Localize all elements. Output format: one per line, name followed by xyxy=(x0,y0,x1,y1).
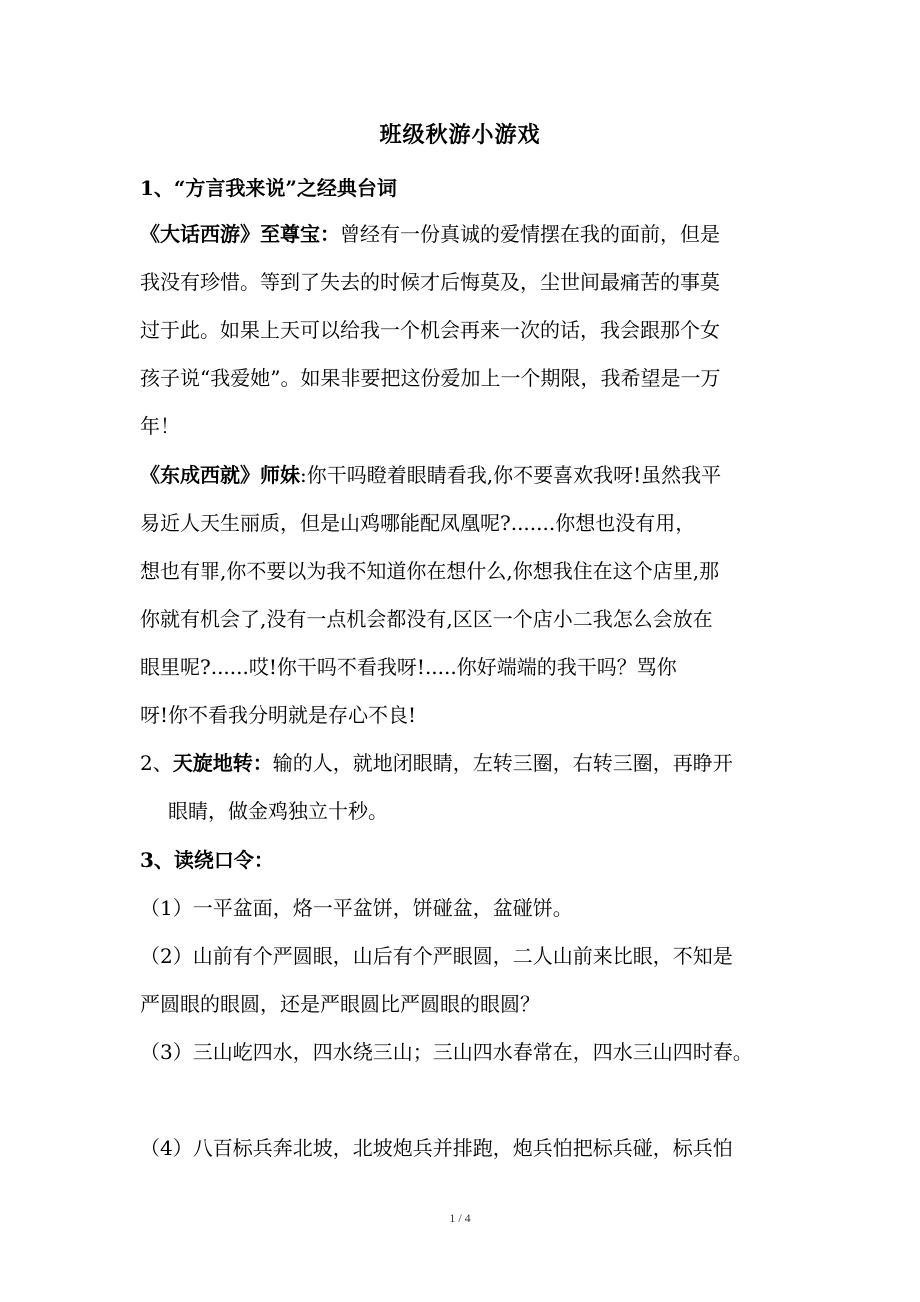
section-2-heading: 天旋地转： xyxy=(172,751,273,775)
document-title: 班级秋游小游戏 xyxy=(379,122,541,148)
quote-2-line-6: 呀!你不看我分明就是存心不良! xyxy=(140,703,417,727)
quote-2-line-3: 想也有罪,你不要以为我不知道你在想什么,你想我住在这个店里,那 xyxy=(140,559,720,583)
quote-2-line-1 xyxy=(140,461,721,489)
quote-1-speaker: 《大话西游》至尊宝： xyxy=(140,222,340,246)
tongue-twister-1: （1）一平盆面，烙一平盆饼，饼碰盆，盆碰饼。 xyxy=(140,896,573,920)
tongue-twister-4: （4）八百标兵奔北坡，北坡炮兵并排跑，炮兵怕把标兵碰，标兵怕 xyxy=(140,1136,733,1160)
quote-1-text: 曾经有一份真诚的爱情摆在我的面前，但是 xyxy=(340,222,720,246)
quote-1-line-4: 孩子说“我爱她”。如果非要把这份爱加上一个期限，我希望是一万 xyxy=(140,366,721,390)
quote-2-text: :你干吗瞪着眼睛看我,你不要喜欢我呀!虽然我平 xyxy=(300,463,722,487)
section-3-heading: 3、读绕口令： xyxy=(140,848,274,872)
quote-1-line-5: 年！ xyxy=(140,414,180,438)
quote-1-line-1 xyxy=(140,220,720,248)
quote-2-line-4: 你就有机会了,没有一点机会都没有,区区一个店小二我怎么会放在 xyxy=(140,607,713,631)
section-2-line-1 xyxy=(140,749,733,777)
section-2-line-2: 眼睛，做金鸡独立十秒。 xyxy=(168,799,388,823)
tongue-twister-3: （3）三山屹四水，四水绕三山；三山四水春常在，四水三山四时春。 xyxy=(140,1040,753,1064)
quote-2-line-2: 易近人天生丽质，但是山鸡哪能配凤凰呢?.......你想也没有用， xyxy=(140,511,696,535)
quote-1-line-2: 我没有珍惜。等到了失去的时候才后悔莫及，尘世间最痛苦的事莫 xyxy=(140,270,720,294)
quote-2-speaker: 《东成西就》师妹 xyxy=(140,463,300,487)
tongue-twister-2-line-1: （2）山前有个严圆眼，山后有个严眼圆，二人山前来比眼，不知是 xyxy=(140,944,733,968)
quote-1-line-3: 过于此。如果上天可以给我一个机会再来一次的话，我会跟那个女 xyxy=(140,318,720,342)
page-indicator: 1 / 4 xyxy=(449,1211,471,1225)
section-1-heading: 1、“方言我来说”之经典台词 xyxy=(140,176,397,200)
tongue-twister-2-line-2: 严圆眼的眼圆，还是严眼圆比严圆眼的眼圆？ xyxy=(140,992,540,1016)
quote-2-line-5: 眼里呢?......哎!你干吗不看我呀!.....你好端端的我干吗？骂你 xyxy=(140,655,677,679)
section-2-text: 输的人，就地闭眼睛，左转三圈，右转三圈，再睁开 xyxy=(272,751,733,775)
section-2-number: 2、 xyxy=(140,751,173,775)
